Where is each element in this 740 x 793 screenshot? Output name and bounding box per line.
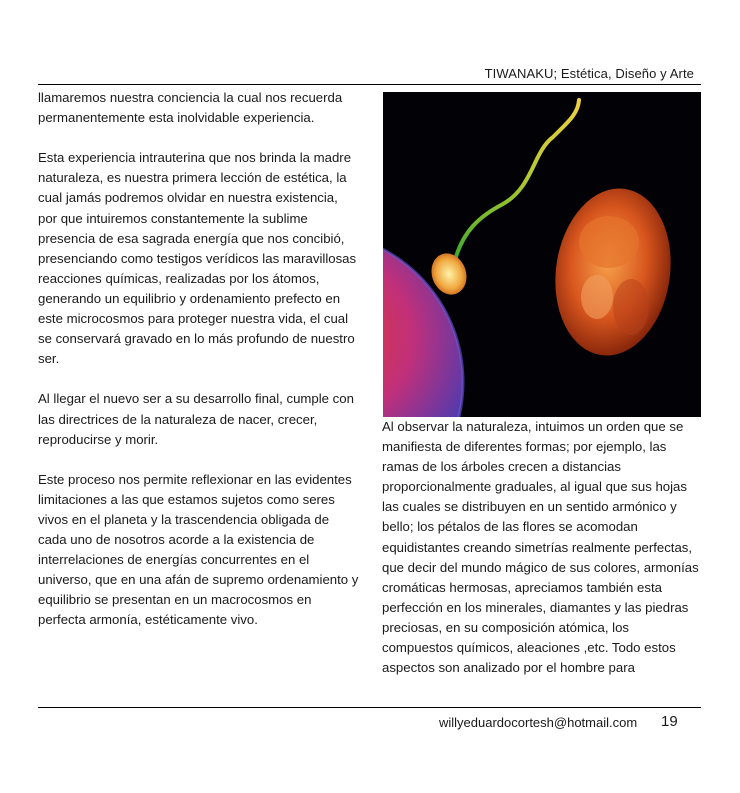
right-paragraph: Al observar la naturaleza, intuimos un orden que se manifiesta de diferentes formas; por ejemplo, las ramas de los árboles crecen a distancias proporcionalmente graduales, al igual que sus hojas las cuales se distribuyen en un sentido armónico y bello; los pétalos de las flores se acomodan equidistantes creando simetrías realmente perfectas, que decir del mundo mágico de sus colores, armonías cromáticas hermosas, apreciamos también esta perfección en los minerales, diamantes y las piedras preciosas, en su composición atómica, los compuestos químicos, aleaciones ,etc. Todo estos aspectos son analizado por el hombre para [382,419,699,676]
sperm-egg-embryo-icon [383,92,701,417]
left-paragraph-1: llamaremos nuestra conciencia la cual nos recuerda permanentemente esta inolvidable experiencia. [38,90,343,126]
page-number: 19 [661,713,678,730]
left-paragraph-3: Al llegar el nuevo ser a su desarrollo final, cumple con las directrices de la naturaleza de nacer, crecer, reproducirse y morir. [38,391,354,447]
author-email: willyeduardocortesh@hotmail.com [439,715,638,730]
left-paragraph-4: Este proceso nos permite reflexionar en las evidentes limitaciones a las que estamos sujetos como seres vivos en el planeta y la trascendencia obligada de cada uno de nosotros acorde a la existencia de interrelaciones de energías concurrentes en el universo, que en una afán de supremo ordenamiento y equilibrio se presentan en un macrocosmos en perfecta armonía, estéticamente vivo. [38,471,359,628]
left-column [38,88,360,651]
footer-rule [38,707,701,708]
header-rule [38,84,701,85]
running-title: TIWANAKU; Estética, Diseño y Arte [484,66,694,81]
embryo-illustration [383,92,701,417]
left-paragraph-2: Esta experiencia intrauterina que nos brinda la madre naturaleza, es nuestra primera lección de estética, la cual jamás podremos olvidar en nuestra existencia, por que intuiremos constantemente la sublime presencia de esa sagrada energía que nos concibió, presenciando como testigos verídicos las maravillosas reacciones químicas, realizadas por los átomos, generando un equilibrio y ordenamiento prefecto en este microcosmos para proteger nuestra vida, el cual se conservará gravado en lo más profundo de nuestro ser. [38,150,357,367]
right-column [382,417,702,678]
